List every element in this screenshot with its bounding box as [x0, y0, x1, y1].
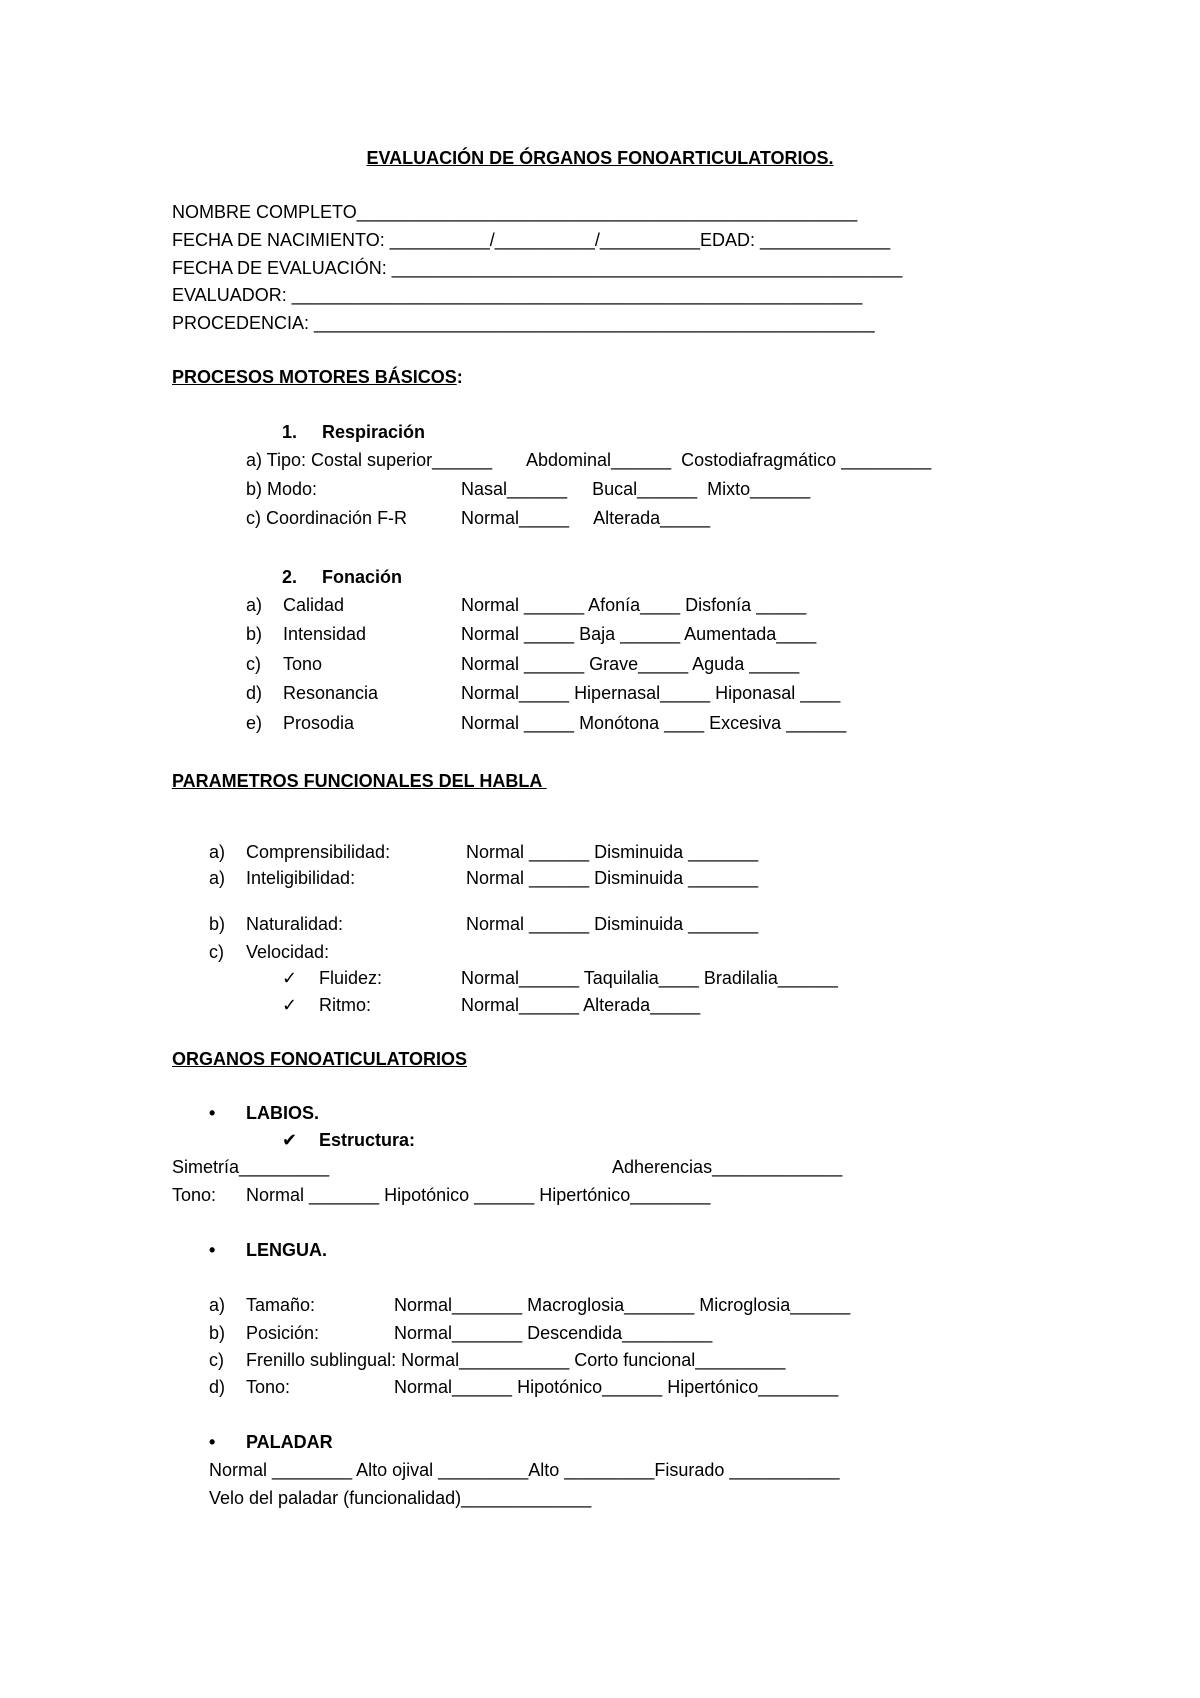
organos-heading: ORGANOS FONOATICULATORIOS — [172, 1049, 467, 1069]
list-item-options[interactable]: Normal ______ Afonía____ Disfonía _____ — [461, 595, 807, 615]
bullet-icon: • — [209, 1103, 216, 1123]
procesos-heading-text: PROCESOS MOTORES BÁSICOS — [172, 367, 457, 387]
list-item-options[interactable]: Normal ______ Grave_____ Aguda _____ — [461, 654, 800, 674]
list-item-letter: a) — [209, 1295, 226, 1315]
list-item-options[interactable]: Normal______ Alterada_____ — [461, 995, 701, 1015]
respiracion-modo-label: b) Modo: — [246, 479, 318, 499]
list-item-label[interactable]: Frenillo sublingual: Normal___________ Corto funcional_________ — [246, 1350, 786, 1370]
fonacion-title: Fonación — [322, 567, 402, 587]
list-item-letter: a) — [209, 842, 226, 862]
respiracion-title: Respiración — [322, 422, 426, 442]
labios-simetria-field[interactable]: Simetría_________ — [172, 1157, 330, 1177]
list-item-label: Velocidad: — [246, 942, 330, 962]
list-item-label: Comprensibilidad: — [246, 842, 391, 862]
respiracion-number: 1. — [282, 422, 298, 442]
list-item-letter: b) — [209, 1323, 226, 1343]
list-item-options[interactable]: Normal ______ Disminuida _______ — [466, 868, 759, 888]
list-item-options[interactable]: Normal_______ Macroglosia_______ Microglosia______ — [394, 1295, 851, 1315]
list-item-options[interactable]: Normal_____ Hipernasal_____ Hiponasal ____ — [461, 683, 841, 703]
list-item-label: Fluidez: — [319, 968, 383, 988]
checkmark-icon: ✓ — [282, 968, 298, 988]
list-item-options[interactable]: Normal ______ Disminuida _______ — [466, 842, 759, 862]
parametros-heading: PARAMETROS FUNCIONALES DEL HABLA — [172, 771, 547, 791]
paladar-options[interactable]: Normal ________ Alto ojival _________Alto _________Fisurado ___________ — [209, 1460, 840, 1480]
nombre-completo-field[interactable]: NOMBRE COMPLETO__________________________________________________ — [172, 202, 858, 222]
fecha-evaluacion-field[interactable]: FECHA DE EVALUACIÓN: ___________________________________________________ — [172, 258, 903, 278]
fonacion-number: 2. — [282, 567, 298, 587]
list-item-label: Resonancia — [283, 683, 379, 703]
list-item-label: Tamaño: — [246, 1295, 316, 1315]
list-item-letter: d) — [246, 683, 263, 703]
labios-estructura-label: Estructura: — [319, 1130, 416, 1150]
list-item-letter: a) — [246, 595, 263, 615]
list-item-letter: b) — [209, 914, 226, 934]
bullet-icon: • — [209, 1240, 216, 1260]
list-item-letter: c) — [209, 1350, 224, 1370]
respiracion-coordinacion-label: c) Coordinación F-R — [246, 508, 408, 528]
respiracion-tipo-options[interactable]: Abdominal______ Costodiafragmático _________ — [526, 450, 932, 470]
procesos-heading — [172, 367, 463, 387]
list-item-label: Intensidad — [283, 624, 367, 644]
paladar-title: PALADAR — [246, 1432, 333, 1452]
list-item-options[interactable]: Normal_______ Descendida_________ — [394, 1323, 713, 1343]
list-item-label: Naturalidad: — [246, 914, 344, 934]
list-item-label: Calidad — [283, 595, 345, 615]
list-item-label: Inteligibilidad: — [246, 868, 356, 888]
checkmark-icon: ✓ — [282, 995, 298, 1015]
list-item-letter: e) — [246, 713, 263, 733]
labios-title: LABIOS. — [246, 1103, 320, 1123]
list-item-options[interactable]: Normal______ Hipotónico______ Hipertónico________ — [394, 1377, 839, 1397]
list-item-letter: d) — [209, 1377, 226, 1397]
list-item-letter: b) — [246, 624, 263, 644]
evaluador-field[interactable]: EVALUADOR: _________________________________________________________ — [172, 285, 863, 305]
fecha-nacimiento-field[interactable]: FECHA DE NACIMIENTO: __________/__________/__________EDAD: _____________ — [172, 230, 891, 250]
respiracion-coordinacion-options[interactable]: Normal_____ Alterada_____ — [461, 508, 711, 528]
list-item-letter: c) — [246, 654, 261, 674]
list-item-label: Prosodia — [283, 713, 355, 733]
list-item-label: Posición: — [246, 1323, 320, 1343]
list-item-label: Ritmo: — [319, 995, 372, 1015]
list-item-label: Tono — [283, 654, 323, 674]
labios-tono-options[interactable]: Normal _______ Hipotónico ______ Hipertónico________ — [246, 1185, 711, 1205]
list-item-letter: a) — [209, 868, 226, 888]
bullet-icon: • — [209, 1432, 216, 1452]
respiracion-modo-options[interactable]: Nasal______ Bucal______ Mixto______ — [461, 479, 811, 499]
lengua-title: LENGUA. — [246, 1240, 327, 1260]
respiracion-tipo-label[interactable]: a) Tipo: Costal superior______ — [246, 450, 493, 470]
labios-tono-label: Tono: — [172, 1185, 217, 1205]
page-title: EVALUACIÓN DE ÓRGANOS FONOARTICULATORIOS. — [366, 148, 834, 168]
list-item-options[interactable]: Normal _____ Baja ______ Aumentada____ — [461, 624, 817, 644]
labios-adherencias-field[interactable]: Adherencias_____________ — [612, 1157, 843, 1177]
checkmark-icon: ✔ — [282, 1130, 298, 1150]
procedencia-field[interactable]: PROCEDENCIA: ________________________________________________________ — [172, 313, 875, 333]
list-item-options[interactable]: Normal _____ Monótona ____ Excesiva ______ — [461, 713, 847, 733]
list-item-options[interactable]: Normal ______ Disminuida _______ — [466, 914, 759, 934]
list-item-options[interactable]: Normal______ Taquilalia____ Bradilalia______ — [461, 968, 838, 988]
procesos-heading-colon: : — [456, 367, 463, 387]
paladar-velo-field[interactable]: Velo del paladar (funcionalidad)_____________ — [209, 1488, 592, 1508]
list-item-label: Tono: — [246, 1377, 291, 1397]
list-item-letter: c) — [209, 942, 224, 962]
